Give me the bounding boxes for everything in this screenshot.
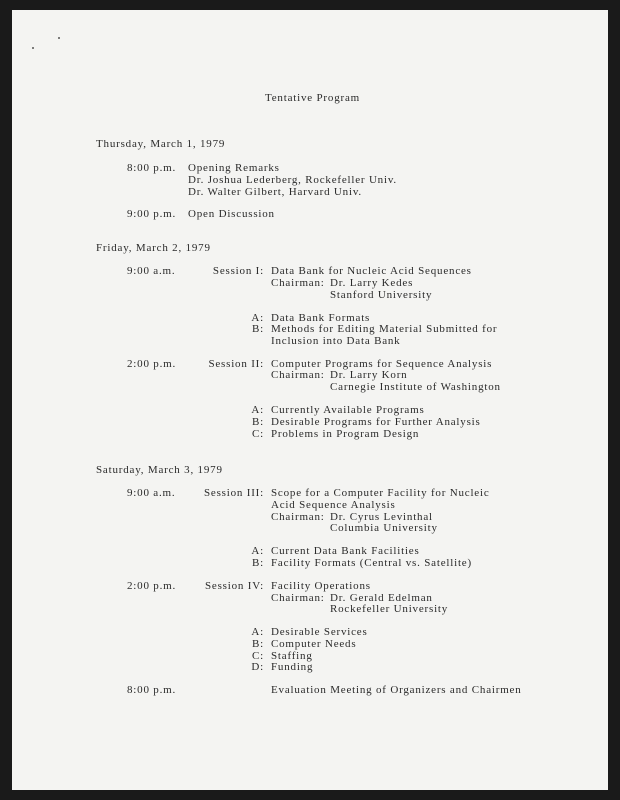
item-text: Data Bank Formats bbox=[271, 312, 371, 324]
item-text: Computer Needs bbox=[271, 638, 357, 650]
session-topic: Acid Sequence Analysis bbox=[271, 499, 396, 511]
chairman-affiliation: Carnegie Institute of Washington bbox=[330, 381, 501, 393]
item-letter: D: bbox=[251, 661, 264, 673]
item-text: Methods for Editing Material Submitted for bbox=[271, 323, 498, 335]
session-label: Session I: bbox=[212, 265, 264, 277]
item-text: Currently Available Programs bbox=[271, 404, 425, 416]
item-letter: B: bbox=[252, 416, 264, 428]
chairman-name: Dr. Larry Korn bbox=[330, 369, 408, 381]
session-topic: Data Bank for Nucleic Acid Sequences bbox=[271, 265, 472, 277]
session-label: Session IV: bbox=[204, 580, 264, 592]
item-letter: A: bbox=[251, 312, 264, 324]
chairman-label: Chairman: bbox=[271, 592, 325, 604]
item-letter: C: bbox=[252, 428, 264, 440]
session-topic: Scope for a Computer Facility for Nucleic bbox=[271, 487, 490, 499]
chairman-label: Chairman: bbox=[271, 277, 325, 289]
chairman-name: Dr. Gerald Edelman bbox=[330, 592, 433, 604]
event-time: 9:00 p.m. bbox=[127, 208, 177, 220]
event-text: Opening Remarks bbox=[188, 162, 280, 174]
session-label: Session III: bbox=[203, 487, 264, 499]
item-text: Facility Formats (Central vs. Satellite) bbox=[271, 557, 472, 569]
chairman-affiliation: Stanford University bbox=[330, 289, 433, 301]
event-time: 9:00 a.m. bbox=[127, 487, 176, 499]
chairman-affiliation: Columbia University bbox=[330, 522, 438, 534]
item-letter: A: bbox=[251, 545, 264, 557]
item-letter: A: bbox=[251, 626, 264, 638]
event-text: Dr. Joshua Lederberg, Rockefeller Univ. bbox=[188, 174, 397, 186]
session-topic: Facility Operations bbox=[271, 580, 371, 592]
item-text: Desirable Services bbox=[271, 626, 368, 638]
item-text: Funding bbox=[271, 661, 314, 673]
page-title: Tentative Program bbox=[265, 92, 360, 104]
item-text: Staffing bbox=[271, 650, 313, 662]
event-text: Dr. Walter Gilbert, Harvard Univ. bbox=[188, 186, 362, 198]
event-text: Open Discussion bbox=[188, 208, 275, 220]
item-text: Desirable Programs for Further Analysis bbox=[271, 416, 481, 428]
item-letter: B: bbox=[252, 557, 264, 569]
chairman-name: Dr. Larry Kedes bbox=[330, 277, 414, 289]
item-text: Current Data Bank Facilities bbox=[271, 545, 420, 557]
day-heading: Friday, March 2, 1979 bbox=[96, 242, 211, 254]
item-letter: B: bbox=[252, 323, 264, 335]
day-heading: Thursday, March 1, 1979 bbox=[96, 138, 226, 150]
event-time: 8:00 p.m. bbox=[127, 162, 177, 174]
chairman-label: Chairman: bbox=[271, 369, 325, 381]
event-time: 9:00 a.m. bbox=[127, 265, 176, 277]
item-text: Inclusion into Data Bank bbox=[271, 335, 401, 347]
item-letter: C: bbox=[252, 650, 264, 662]
item-letter: B: bbox=[252, 638, 264, 650]
event-time: 2:00 p.m. bbox=[127, 358, 177, 370]
event-time: 8:00 p.m. bbox=[127, 684, 177, 696]
day-heading: Saturday, March 3, 1979 bbox=[96, 464, 223, 476]
chairman-name: Dr. Cyrus Levinthal bbox=[330, 511, 433, 523]
session-topic: Computer Programs for Sequence Analysis bbox=[271, 358, 493, 370]
event-text: Evaluation Meeting of Organizers and Chairmen bbox=[271, 684, 522, 696]
item-text: Problems in Program Design bbox=[271, 428, 420, 440]
paper-speck bbox=[58, 37, 60, 39]
item-letter: A: bbox=[251, 404, 264, 416]
event-time: 2:00 p.m. bbox=[127, 580, 177, 592]
paper-speck bbox=[32, 47, 34, 49]
chairman-label: Chairman: bbox=[271, 511, 325, 523]
chairman-affiliation: Rockefeller University bbox=[330, 603, 449, 615]
session-label: Session II: bbox=[208, 358, 264, 370]
